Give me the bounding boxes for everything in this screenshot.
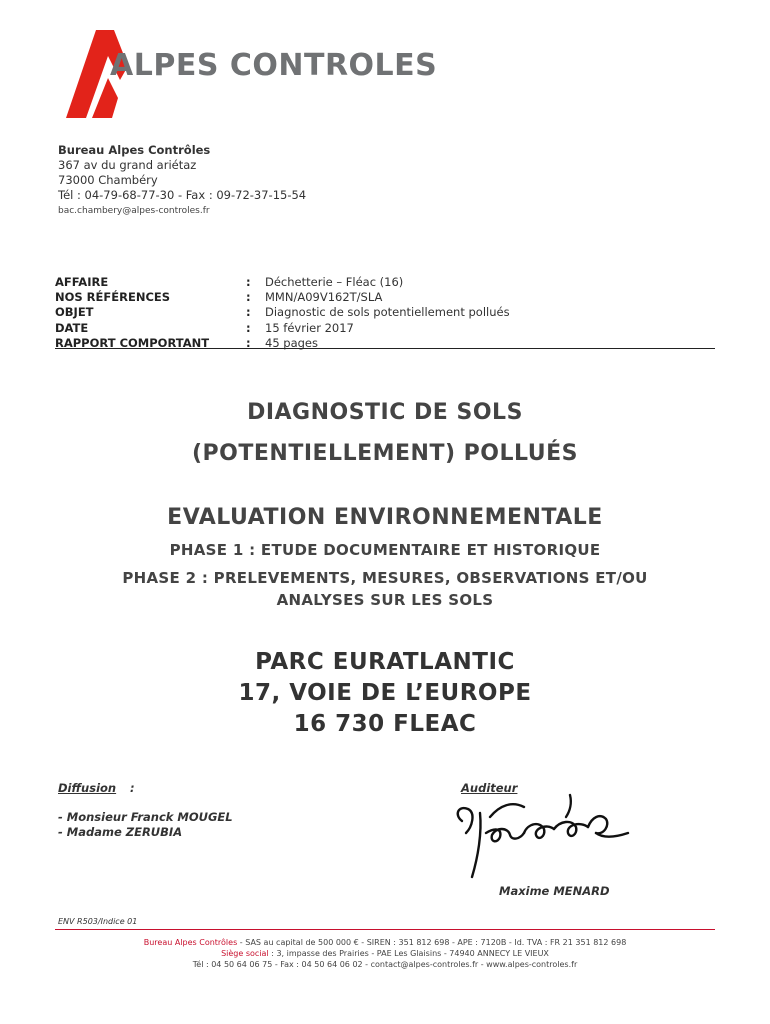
info-row-objet bbox=[55, 305, 715, 320]
report-subtitle: EVALUATION ENVIRONNEMENTALE bbox=[167, 505, 603, 530]
footer-contact-line: Tél : 04 50 64 06 75 - Fax : 04 50 64 06 02 - contact@alpes-controles.fr - www.alpes-controles.fr bbox=[192, 960, 578, 969]
info-row-affaire bbox=[55, 275, 715, 290]
office-name: Bureau Alpes Contrôles bbox=[58, 143, 211, 157]
footer-address-line bbox=[0, 949, 770, 958]
report-title-line1: DIAGNOSTIC DE SOLS bbox=[247, 400, 523, 425]
logo-wordmark: ALPES CONTROLES bbox=[110, 48, 438, 83]
sender-address bbox=[58, 143, 306, 219]
footer-hq-address: : 3, impasse des Prairies - PAE Les Glaisins - 74940 ANNECY LE VIEUX bbox=[268, 949, 549, 958]
info-value: MMN/A09V162T/SLA bbox=[265, 290, 383, 305]
office-email[interactable]: bac.chambery@alpes-controles.fr bbox=[58, 206, 210, 216]
info-separator: : bbox=[246, 305, 251, 320]
info-label: NOS RÉFÉRENCES bbox=[55, 290, 171, 305]
site-street: 17, VOIE DE L’EUROPE bbox=[238, 680, 532, 706]
diffusion-recipient: - Monsieur Franck MOUGEL bbox=[58, 810, 233, 824]
info-row-date bbox=[55, 321, 715, 336]
footer-hq-label: Siège social bbox=[221, 949, 269, 958]
phase-2-heading: PHASE 2 : PRELEVEMENTS, MESURES, OBSERVATIONS ET/OU bbox=[122, 569, 648, 587]
footer-company-name: Bureau Alpes Contrôles bbox=[143, 938, 238, 947]
info-value: 15 février 2017 bbox=[265, 320, 354, 335]
info-separator: : bbox=[246, 320, 251, 335]
phase-2-heading-cont: ANALYSES SUR LES SOLS bbox=[276, 591, 494, 609]
office-street: 367 av du grand ariétaz bbox=[58, 158, 197, 172]
auditor-signature bbox=[450, 793, 640, 883]
report-title-line2: (POTENTIELLEMENT) POLLUÉS bbox=[192, 441, 578, 466]
info-label: DATE bbox=[55, 320, 89, 335]
info-row-references bbox=[55, 290, 715, 305]
info-value: Diagnostic de sols potentiellement pollués bbox=[265, 305, 510, 320]
diffusion-recipient: - Madame ZERUBIA bbox=[58, 825, 183, 839]
info-label: OBJET bbox=[55, 305, 94, 320]
footer-divider bbox=[55, 929, 715, 930]
info-separator: : bbox=[246, 275, 251, 289]
auditor-name: Maxime MENARD bbox=[499, 884, 610, 898]
footer-company-details: - SAS au capital de 500 000 € - SIREN : 351 812 698 - APE : 7120B - Id. TVA : FR 21 351 812 698 bbox=[237, 938, 627, 947]
office-phone: Tél : 04-79-68-77-30 - Fax : 09-72-37-15-54 bbox=[58, 188, 307, 202]
info-divider bbox=[55, 348, 715, 349]
auditor-heading: Auditeur bbox=[461, 781, 518, 795]
office-city: 73000 Chambéry bbox=[58, 173, 158, 187]
report-info-table bbox=[55, 275, 715, 351]
phase-1-heading: PHASE 1 : ETUDE DOCUMENTAIRE ET HISTORIQUE bbox=[169, 541, 601, 559]
info-label: RAPPORT COMPORTANT bbox=[55, 335, 210, 350]
document-reference: ENV R503/Indice 01 bbox=[58, 917, 138, 926]
site-city: 16 730 FLEAC bbox=[293, 711, 477, 737]
info-separator: : bbox=[246, 335, 251, 350]
info-label: AFFAIRE bbox=[55, 275, 109, 289]
info-value: 45 pages bbox=[265, 335, 319, 350]
site-name: PARC EURATLANTIC bbox=[255, 649, 515, 675]
diffusion-colon: : bbox=[130, 781, 135, 795]
footer-company-line bbox=[0, 938, 770, 947]
diffusion-heading: Diffusion bbox=[58, 781, 117, 795]
info-separator: : bbox=[246, 290, 251, 305]
info-value: Déchetterie – Fléac (16) bbox=[265, 275, 404, 289]
